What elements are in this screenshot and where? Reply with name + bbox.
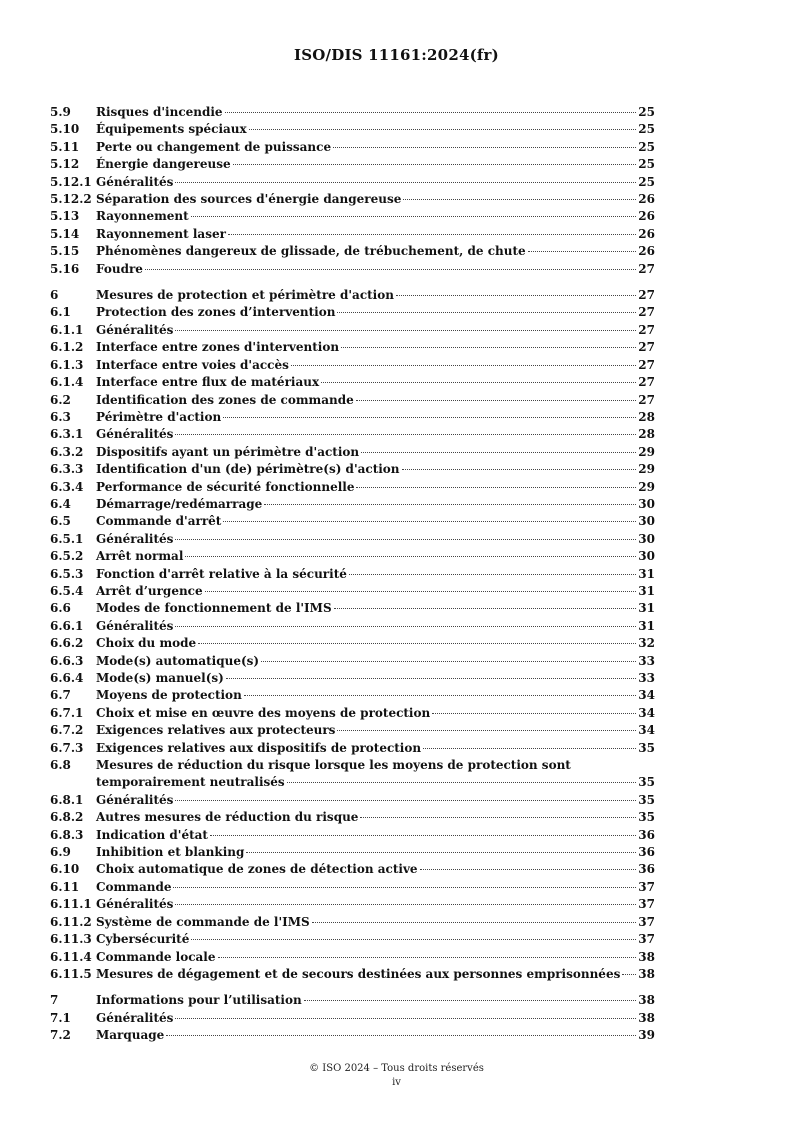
toc-entry-number: 7.2 (50, 1028, 71, 1043)
toc-entry-number: 6.1.2 (50, 340, 84, 355)
toc-entry[interactable] (50, 1010, 655, 1027)
toc-entry-page: 35 (638, 810, 655, 825)
toc-entry-number: 6.1.3 (50, 357, 84, 372)
dot-leader (246, 852, 636, 853)
dot-leader (191, 939, 636, 940)
toc-entry[interactable] (50, 687, 655, 704)
toc-entry-title: Autres mesures de réduction du risque (96, 810, 359, 825)
dot-leader (173, 887, 636, 888)
toc-entry-page: 27 (638, 357, 655, 372)
toc-entry[interactable] (50, 287, 655, 304)
toc-entry-title: Arrêt d’urgence (96, 583, 203, 598)
toc-entry-page: 28 (638, 427, 655, 442)
dot-leader (244, 695, 637, 696)
dot-leader (145, 269, 636, 270)
dot-leader (622, 974, 636, 975)
toc-entry-number: 6.6.4 (50, 671, 84, 685)
toc-entry[interactable] (50, 208, 655, 225)
toc-entry-title: Équipements spéciaux (96, 122, 247, 137)
toc-entry-page: 37 (638, 932, 655, 947)
toc-entry-page: 27 (638, 392, 655, 407)
dot-leader (175, 904, 636, 905)
toc-entry[interactable] (50, 374, 655, 391)
toc-entry-page: 38 (638, 966, 655, 981)
toc-entry-number: 5.15 (50, 244, 80, 259)
toc-entry-title: Foudre (96, 261, 143, 276)
toc-entry-number: 6.1 (50, 305, 71, 320)
toc-entry-title: Énergie dangereuse (96, 157, 231, 172)
dot-leader (249, 129, 637, 130)
toc-entry-page: 25 (638, 157, 655, 172)
toc-entry-title: Commande locale (96, 949, 216, 964)
toc-entry-page: 39 (638, 1028, 655, 1043)
toc-entry-title: Identification d'un (de) périmètre(s) d'action (96, 462, 400, 477)
toc-entry-title: Fonction d'arrêt relative à la sécurité (96, 566, 347, 581)
toc-entry-title: Généralités (96, 174, 174, 189)
toc-entry-number: 6.3.3 (50, 462, 84, 477)
dot-leader (175, 434, 636, 435)
toc-entry-page: 35 (638, 740, 655, 755)
toc-entry-number: 6.7 (50, 688, 71, 703)
toc-entry-number: 6.8.2 (50, 810, 84, 825)
toc-entry-title: Cybersécurité (96, 932, 190, 947)
toc-entry-number: 6.8.3 (50, 827, 84, 842)
toc-entry[interactable] (50, 461, 655, 478)
toc-entry-title: Généralités (96, 531, 174, 546)
dot-leader (225, 112, 637, 113)
dot-leader (218, 957, 637, 958)
toc-entry-title: Généralités (96, 897, 174, 912)
toc-entry[interactable] (50, 156, 655, 173)
dot-leader (402, 469, 637, 470)
toc-entry-page: 26 (638, 244, 655, 259)
toc-entry-title: Protection des zones d’intervention (96, 305, 336, 320)
toc-entry-page: 25 (638, 105, 655, 119)
toc-entry[interactable] (50, 392, 655, 409)
toc-entry-number: 6.2 (50, 392, 71, 407)
toc-entry[interactable] (50, 583, 655, 600)
toc-entry-title: Rayonnement laser (96, 226, 226, 241)
toc-entry-title: Généralités (96, 322, 174, 337)
toc-entry[interactable] (50, 670, 655, 687)
dot-leader (396, 295, 636, 296)
toc-entry-title: Démarrage/redémarrage (96, 496, 263, 511)
toc-entry-title: Risques d'incendie (96, 105, 223, 119)
toc-entry[interactable] (50, 844, 655, 861)
toc-entry[interactable] (50, 914, 655, 931)
toc-entry[interactable] (50, 600, 655, 617)
toc-entry-number: 6.5.2 (50, 549, 84, 564)
toc-entry-page: 25 (638, 139, 655, 154)
dot-leader (321, 382, 636, 383)
toc-entry-page: 30 (638, 496, 655, 511)
dot-leader (337, 730, 636, 731)
toc-entry-page: 34 (638, 688, 655, 703)
toc-entry-title: Commande (96, 879, 172, 894)
dot-leader (228, 234, 636, 235)
toc-entry-page: 27 (638, 261, 655, 276)
toc-entry-page: 35 (638, 775, 655, 790)
toc-entry[interactable] (50, 191, 655, 208)
toc-entry-title: Exigences relatives aux protecteurs (96, 723, 336, 738)
toc-entry-title: Généralités (96, 618, 174, 633)
toc-entry-number: 6.7.2 (50, 723, 84, 738)
toc-entry-title: Phénomènes dangereux de glissade, de trébuchement, de chute (96, 244, 526, 259)
toc-entry-number: 6.11.1 (50, 897, 92, 912)
toc-entry-page: 32 (638, 636, 655, 651)
toc-entry-number: 7.1 (50, 1010, 71, 1025)
toc-entry[interactable] (50, 827, 655, 844)
toc-entry-number: 6.1.4 (50, 375, 84, 390)
toc-entry-number: 6.9 (50, 845, 71, 860)
toc-entry-page: 38 (638, 1010, 655, 1025)
toc-entry[interactable] (50, 513, 655, 530)
toc-entry-page: 27 (638, 340, 655, 355)
toc-entry-number: 5.14 (50, 226, 80, 241)
toc-entry-title: Inhibition et blanking (96, 845, 245, 860)
toc-entry-title: Mesures de dégagement et de secours destinées aux personnes emprisonnées (96, 966, 621, 981)
toc-entry-title: Séparation des sources d'énergie dangereuse (96, 192, 402, 207)
toc-entry-page: 31 (638, 566, 655, 581)
toc-entry-title: Commande d'arrêt (96, 514, 222, 529)
toc-entry-number: 6.5.4 (50, 583, 84, 598)
dot-leader (312, 922, 637, 923)
toc-entry[interactable] (50, 357, 655, 374)
toc-entry-title: Identification des zones de commande (96, 392, 354, 407)
toc-entry-title: Moyens de protection (96, 688, 242, 703)
toc-entry[interactable] (50, 966, 655, 983)
dot-leader (264, 504, 636, 505)
dot-leader (233, 164, 637, 165)
dot-leader (261, 661, 636, 662)
dot-leader (361, 452, 636, 453)
dot-leader (528, 251, 637, 252)
toc-entry-title: Arrêt normal (96, 549, 184, 564)
toc-entry-title: Interface entre zones d'intervention (96, 340, 340, 355)
toc-entry[interactable] (50, 261, 655, 278)
toc-entry-number: 6.11.4 (50, 949, 92, 964)
toc-entry-number: 5.11 (50, 139, 80, 154)
toc-entry[interactable] (50, 992, 655, 1009)
table-of-contents (50, 104, 655, 1045)
toc-entry-page: 36 (638, 845, 655, 860)
toc-entry-page: 29 (638, 444, 655, 459)
toc-entry-number: 6.8 (50, 758, 71, 773)
toc-entry-title: Perte ou changement de puissance (96, 139, 332, 154)
toc-entry-title: Généralités (96, 792, 174, 807)
toc-entry-number: 6.5.3 (50, 566, 84, 581)
toc-entry-number: 6.4 (50, 496, 71, 511)
toc-entry-number: 5.16 (50, 261, 80, 276)
toc-entry[interactable] (50, 896, 655, 913)
dot-leader (349, 574, 636, 575)
toc-entry-title: Mode(s) automatique(s) (96, 653, 260, 668)
dot-leader (291, 365, 636, 366)
toc-entry[interactable] (50, 479, 655, 496)
toc-entry-page: 34 (638, 705, 655, 720)
page-number: iv (392, 1077, 401, 1088)
toc-entry-page: 36 (638, 827, 655, 842)
dot-leader (356, 487, 636, 488)
dot-leader (223, 521, 636, 522)
dot-leader (205, 591, 637, 592)
dot-leader (166, 1035, 636, 1036)
toc-entry-title: Mesures de protection et périmètre d'action (96, 288, 394, 303)
toc-entry[interactable] (50, 304, 655, 321)
toc-entry-number: 6.3.2 (50, 444, 84, 459)
toc-entry[interactable] (50, 226, 655, 243)
toc-entry[interactable] (50, 757, 655, 792)
toc-entry[interactable] (50, 339, 655, 356)
toc-entry[interactable] (50, 705, 655, 722)
section-gap (50, 983, 655, 992)
toc-entry[interactable] (50, 174, 655, 191)
toc-entry[interactable] (50, 121, 655, 138)
toc-entry-title: Choix automatique de zones de détection active (96, 862, 418, 877)
dot-leader (334, 608, 637, 609)
toc-entry-number: 5.12.1 (50, 174, 92, 189)
toc-entry-page: 33 (638, 671, 655, 685)
toc-entry[interactable] (50, 496, 655, 513)
dot-leader (198, 643, 636, 644)
toc-entry-page: 31 (638, 618, 655, 633)
section-gap (50, 278, 655, 287)
toc-entry-title: Périmètre d'action (96, 409, 222, 424)
dot-leader (210, 835, 636, 836)
toc-entry-title: Informations pour l’utilisation (96, 993, 302, 1008)
toc-entry-page: 31 (638, 601, 655, 616)
toc-entry[interactable] (50, 792, 655, 809)
toc-entry-page: 30 (638, 549, 655, 564)
toc-entry-number: 6 (50, 288, 59, 303)
toc-entry-title: Système de commande de l'IMS (96, 914, 310, 929)
toc-entry-number: 6.6.2 (50, 636, 84, 651)
dot-leader (337, 312, 636, 313)
toc-entry-page: 29 (638, 462, 655, 477)
toc-entry[interactable] (50, 809, 655, 826)
dot-leader (175, 626, 636, 627)
dot-leader (333, 147, 636, 148)
dot-leader (175, 330, 636, 331)
dot-leader (287, 782, 637, 783)
toc-entry-number: 6.10 (50, 862, 80, 877)
copyright-notice: © ISO 2024 – Tous droits réservés (309, 1063, 484, 1074)
toc-entry-title: Interface entre flux de matériaux (96, 375, 320, 390)
toc-entry-page: 27 (638, 305, 655, 320)
toc-entry-title: Choix du mode (96, 636, 197, 651)
toc-entry-number: 6.3 (50, 409, 71, 424)
toc-entry-number: 6.7.3 (50, 740, 84, 755)
toc-entry[interactable] (50, 1027, 655, 1044)
toc-entry-title: Mode(s) manuel(s) (96, 671, 224, 685)
dot-leader (175, 1018, 636, 1019)
toc-entry-page: 31 (638, 583, 655, 598)
document-header (0, 46, 793, 64)
toc-entry-page: 28 (638, 409, 655, 424)
dot-leader (185, 556, 636, 557)
toc-entry[interactable] (50, 322, 655, 339)
toc-entry-number: 5.10 (50, 122, 80, 137)
toc-entry-page: 36 (638, 862, 655, 877)
toc-entry-title: Rayonnement (96, 209, 189, 224)
toc-entry-number: 6.5.1 (50, 531, 84, 546)
toc-entry-page: 25 (638, 122, 655, 137)
toc-entry-number: 6.6.1 (50, 618, 84, 633)
dot-leader (360, 817, 636, 818)
toc-entry[interactable] (50, 931, 655, 948)
toc-entry-page: 37 (638, 879, 655, 894)
toc-entry-page: 35 (638, 792, 655, 807)
toc-entry-number: 6.6 (50, 601, 71, 616)
document-id: ISO/DIS 11161:2024(fr) (294, 46, 499, 64)
toc-entry[interactable] (50, 879, 655, 896)
toc-entry-title: Indication d'état (96, 827, 208, 842)
toc-entry-number: 5.9 (50, 105, 71, 119)
toc-entry-page: 26 (638, 226, 655, 241)
toc-entry-page: 33 (638, 653, 655, 668)
toc-entry-number: 6.11.3 (50, 932, 92, 947)
toc-entry-title: Interface entre voies d'accès (96, 357, 289, 372)
toc-entry-title: Performance de sécurité fonctionnelle (96, 479, 355, 494)
toc-entry-title: Choix et mise en œuvre des moyens de protection (96, 705, 431, 720)
dot-leader (423, 748, 636, 749)
dot-leader (175, 539, 636, 540)
toc-entry-page: 26 (638, 209, 655, 224)
toc-entry-page: 34 (638, 723, 655, 738)
toc-entry-page: 30 (638, 531, 655, 546)
toc-entry-title: Marquage (96, 1028, 165, 1043)
toc-entry[interactable] (50, 426, 655, 443)
dot-leader (226, 678, 636, 679)
toc-entry-number: 6.1.1 (50, 322, 84, 337)
dot-leader (356, 400, 637, 401)
toc-entry-number: 6.11.5 (50, 966, 92, 981)
toc-entry-number: 6.3.4 (50, 479, 84, 494)
toc-entry-page: 27 (638, 322, 655, 337)
dot-leader (175, 182, 636, 183)
toc-entry-page: 26 (638, 192, 655, 207)
toc-entry-title: Exigences relatives aux dispositifs de protection (96, 740, 422, 755)
toc-entry-number: 6.5 (50, 514, 71, 529)
toc-entry[interactable] (50, 139, 655, 156)
dot-leader (341, 347, 636, 348)
dot-leader (175, 800, 636, 801)
toc-entry-page: 38 (638, 949, 655, 964)
toc-entry-page: 37 (638, 914, 655, 929)
dot-leader (432, 713, 636, 714)
toc-entry-page: 27 (638, 288, 655, 303)
dot-leader (403, 199, 636, 200)
toc-entry[interactable] (50, 409, 655, 426)
toc-entry-page: 30 (638, 514, 655, 529)
toc-entry-number: 5.12 (50, 157, 80, 172)
toc-entry[interactable] (50, 566, 655, 583)
toc-entry-number: 6.7.1 (50, 705, 84, 720)
toc-entry-page: 27 (638, 375, 655, 390)
toc-entry-number: 6.11.2 (50, 914, 92, 929)
toc-entry-page: 25 (638, 174, 655, 189)
toc-entry-number: 6.11 (50, 879, 80, 894)
toc-entry[interactable] (50, 444, 655, 461)
toc-entry-page: 29 (638, 479, 655, 494)
toc-entry[interactable] (50, 949, 655, 966)
toc-entry-title: Généralités (96, 1010, 174, 1025)
toc-entry-page: 37 (638, 897, 655, 912)
toc-entry-number: 6.8.1 (50, 792, 84, 807)
dot-leader (304, 1000, 637, 1001)
toc-entry[interactable] (50, 861, 655, 878)
toc-entry-number: 6.6.3 (50, 653, 84, 668)
toc-entry[interactable] (50, 635, 655, 652)
dot-leader (191, 216, 637, 217)
toc-entry[interactable] (50, 104, 655, 121)
toc-entry-title-continued: temporairement neutralisés (96, 775, 285, 790)
toc-entry[interactable] (50, 740, 655, 757)
toc-entry-number: 5.13 (50, 209, 80, 224)
toc-entry[interactable] (50, 653, 655, 670)
toc-entry[interactable] (50, 548, 655, 565)
toc-entry-title: Dispositifs ayant un périmètre d'action (96, 444, 360, 459)
toc-entry-title: Mesures de réduction du risque lorsque les moyens de protection sont (96, 758, 571, 773)
toc-entry[interactable] (50, 618, 655, 635)
toc-entry-title: Généralités (96, 427, 174, 442)
toc-entry[interactable] (50, 243, 655, 260)
toc-entry-title: Modes de fonctionnement de l'IMS (96, 601, 332, 616)
toc-entry-number: 6.3.1 (50, 427, 84, 442)
toc-entry-number: 5.12.2 (50, 192, 92, 207)
toc-entry[interactable] (50, 722, 655, 739)
dot-leader (223, 417, 636, 418)
page-footer (0, 1062, 793, 1090)
toc-entry-number: 7 (50, 993, 59, 1008)
toc-entry[interactable] (50, 531, 655, 548)
toc-entry-page: 38 (638, 993, 655, 1008)
dot-leader (420, 869, 637, 870)
